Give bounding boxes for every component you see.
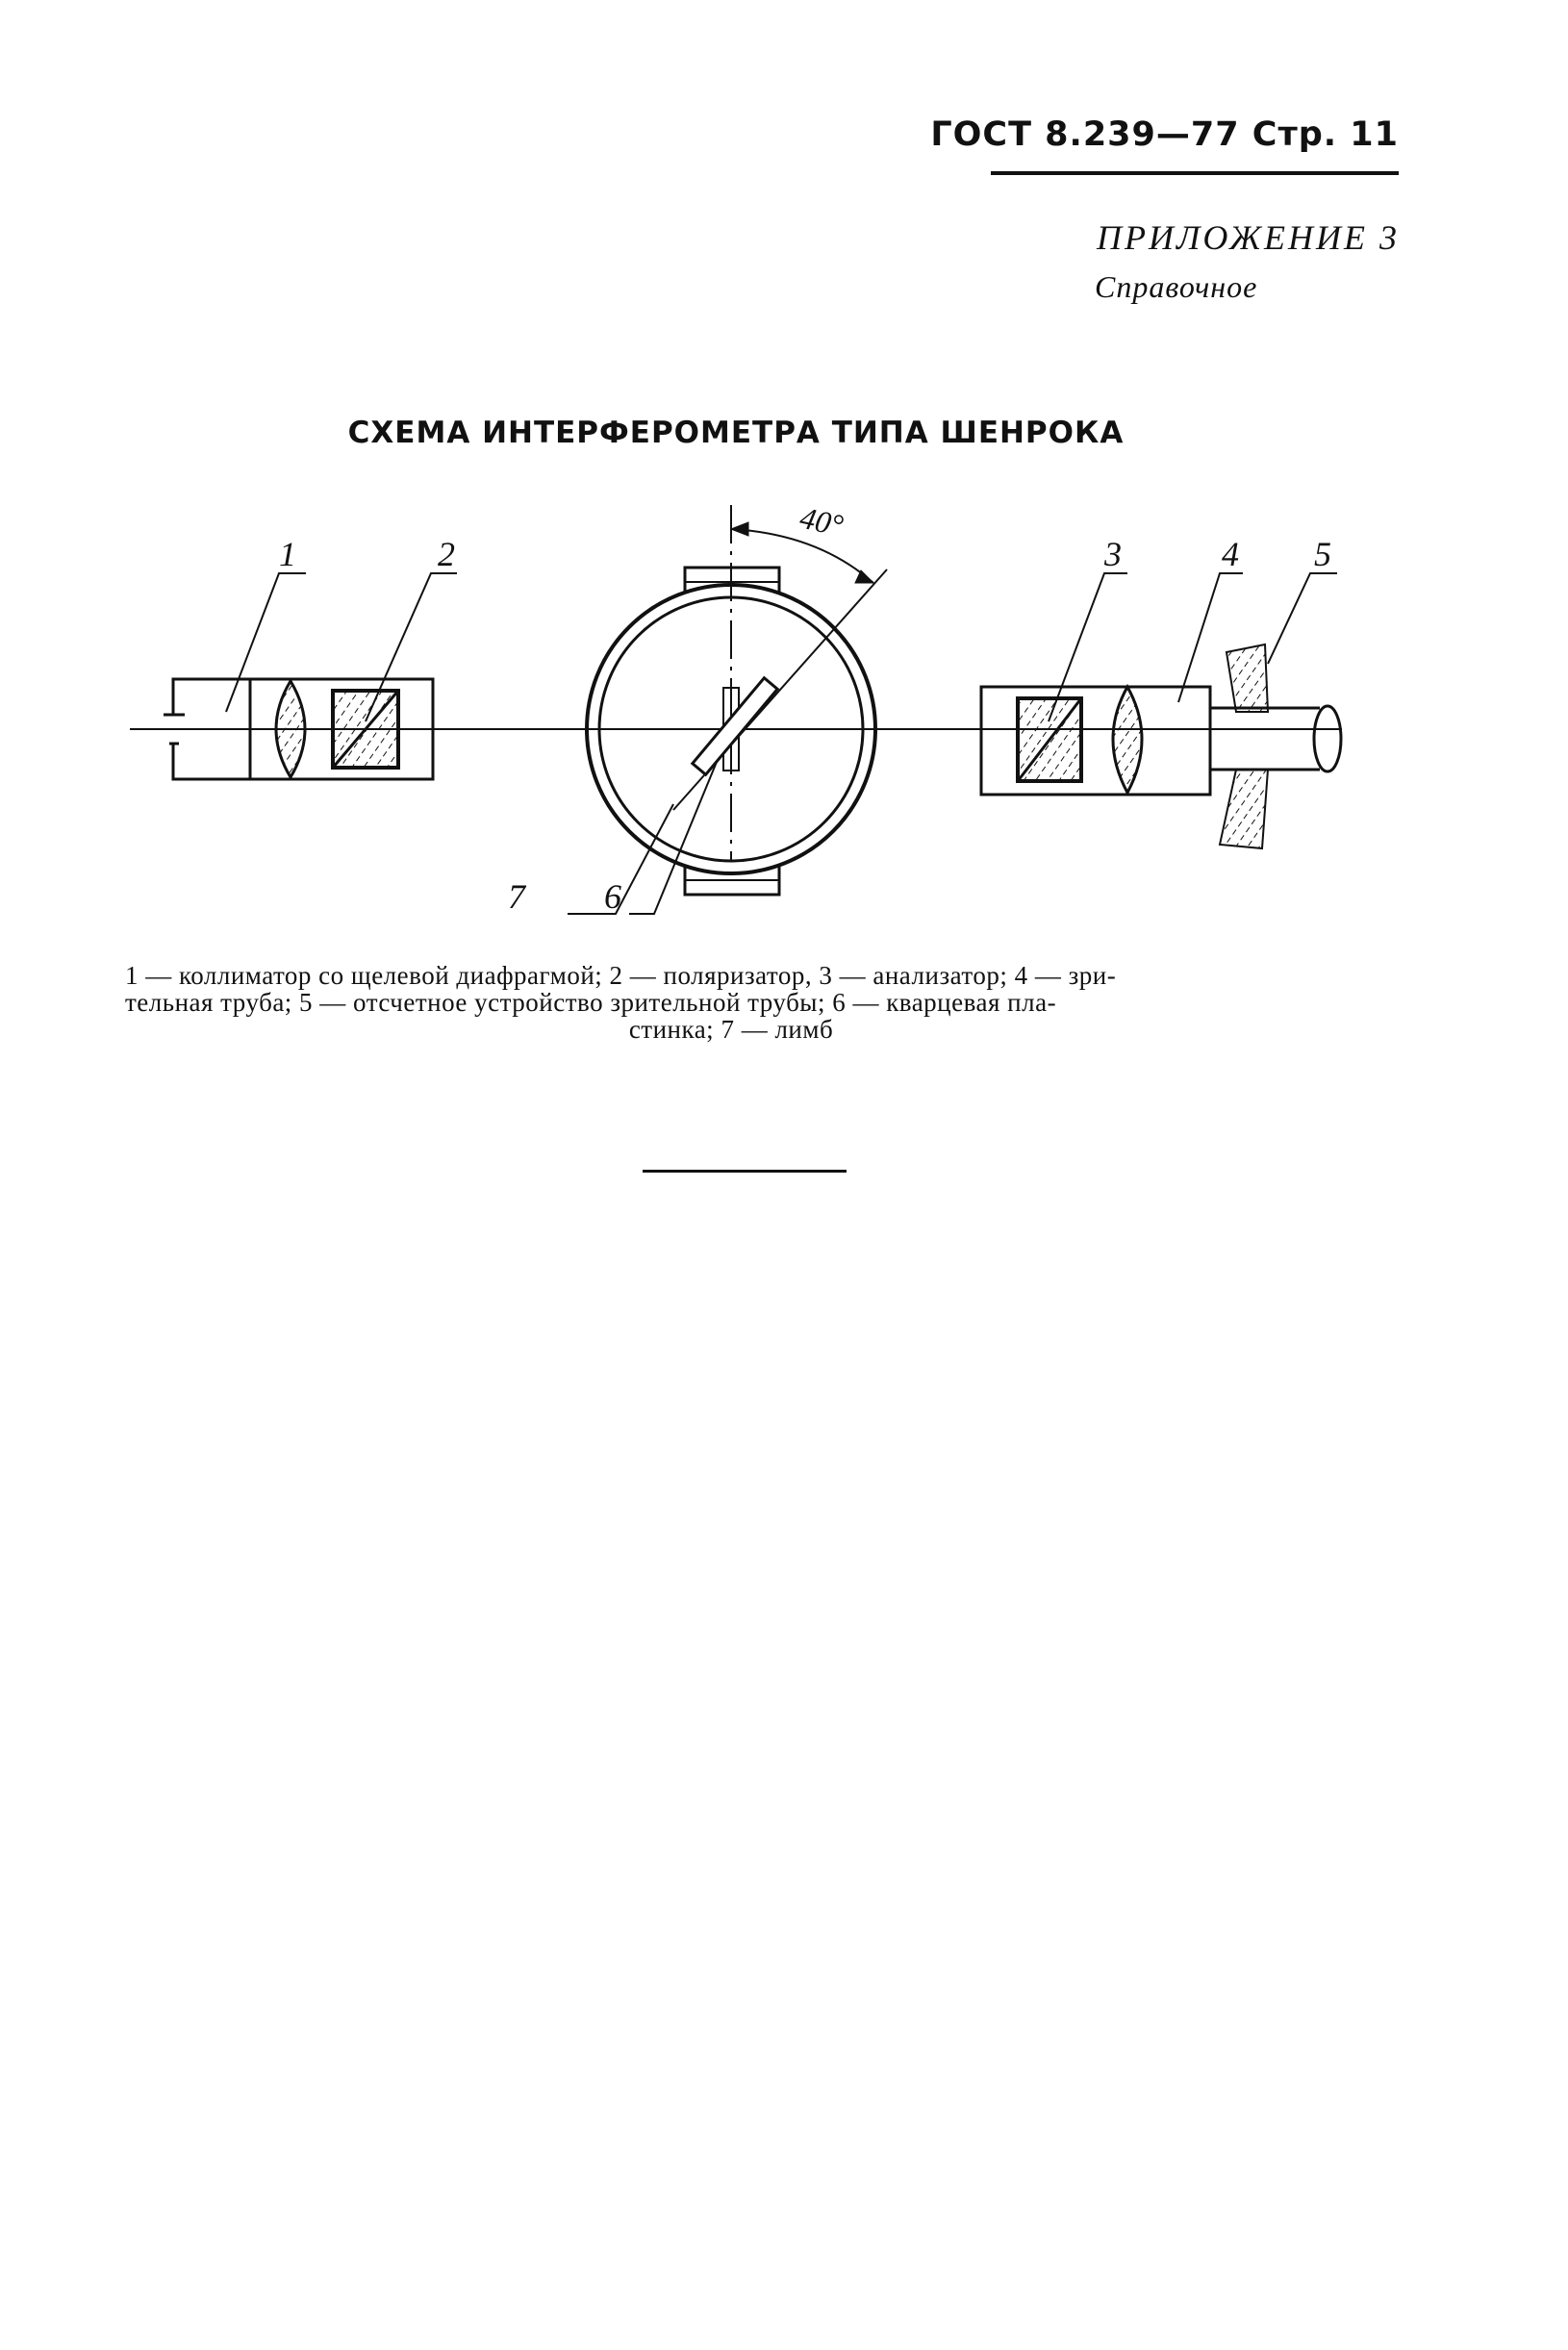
callout-4: 4 — [1222, 535, 1239, 573]
telescope-lens — [1113, 687, 1142, 793]
appendix-label: ПРИЛОЖЕНИЕ 3 — [1097, 218, 1400, 257]
legend-line-1: 1 — коллиматор со щелевой диафрагмой; 2 — поляризатор, 3 — анализатор; 4 — зри- — [125, 961, 1117, 990]
callout-5: 5 — [1314, 535, 1331, 573]
figure-title: СХЕМА ИНТЕРФЕРОМЕТРА ТИПА ШЕНРОКА — [347, 416, 1125, 450]
callout-3: 3 — [1104, 535, 1122, 573]
legend-line-2: тельная труба; 5 — отсчетное устройство зрительной трубы; 6 — кварцевая пла- — [125, 988, 1057, 1017]
callout-1: 1 — [279, 535, 296, 573]
header-rule — [991, 171, 1399, 175]
collimator-lens — [276, 681, 305, 777]
eyepiece — [1314, 706, 1341, 771]
limb — [587, 505, 887, 895]
callout-7: 7 — [508, 877, 525, 916]
appendix-type: Справочное — [1095, 269, 1258, 304]
telescope — [981, 687, 1341, 795]
page-header — [930, 115, 1399, 154]
standard-number: ГОСТ 8.239—77 — [930, 115, 1240, 154]
angle-label: 40° — [797, 499, 847, 543]
callout-6: 6 — [604, 877, 621, 916]
legend-line-3: стинка; 7 — лимб — [628, 1015, 834, 1044]
quartz-plate — [693, 678, 777, 774]
angle-arc — [731, 529, 873, 583]
interferometer-diagram — [0, 481, 1568, 943]
reading-device — [1220, 644, 1268, 848]
figure-legend — [125, 962, 1337, 1043]
callout-2: 2 — [438, 535, 455, 573]
polarizer-prism — [333, 691, 398, 768]
end-rule — [643, 1170, 847, 1173]
page-number: Стр. 11 — [1252, 115, 1399, 154]
